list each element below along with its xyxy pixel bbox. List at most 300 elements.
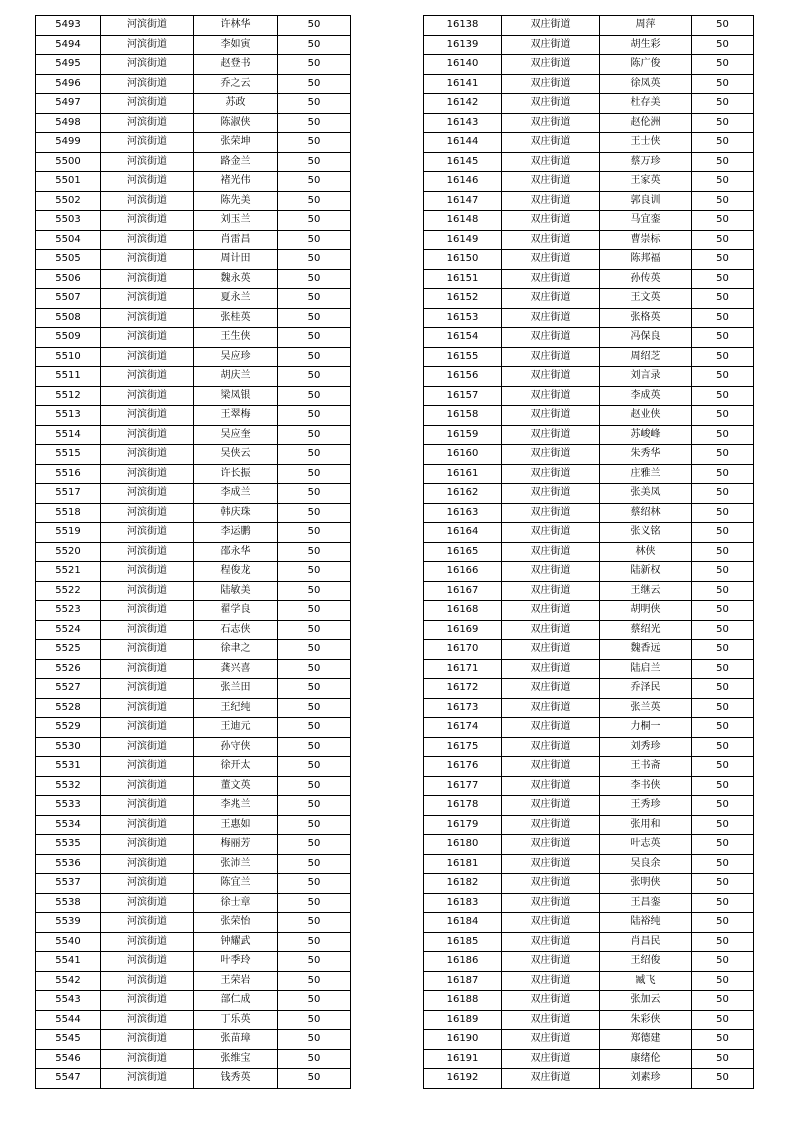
- amount-cell: 50: [278, 913, 351, 933]
- street-cell: 双庄街道: [502, 620, 600, 640]
- person-name-cell: 张兰田: [194, 679, 278, 699]
- person-name-cell: 王荣岩: [194, 971, 278, 991]
- serial-number-cell: 16180: [424, 835, 502, 855]
- person-name-cell: 孙传英: [600, 269, 692, 289]
- serial-number-cell: 16163: [424, 503, 502, 523]
- street-cell: 双庄街道: [502, 815, 600, 835]
- person-name-cell: 力桐一: [600, 718, 692, 738]
- street-cell: 河滨街道: [101, 913, 194, 933]
- amount-cell: 50: [278, 620, 351, 640]
- amount-cell: 50: [278, 503, 351, 523]
- serial-number-cell: 5530: [36, 737, 101, 757]
- amount-cell: 50: [278, 1010, 351, 1030]
- serial-number-cell: 5520: [36, 542, 101, 562]
- table-row: [424, 601, 754, 621]
- street-cell: 河滨街道: [101, 113, 194, 133]
- person-name-cell: 王昌銮: [600, 893, 692, 913]
- serial-number-cell: 16151: [424, 269, 502, 289]
- street-cell: 双庄街道: [502, 269, 600, 289]
- serial-number-cell: 5537: [36, 874, 101, 894]
- person-name-cell: 徐士章: [194, 893, 278, 913]
- street-cell: 双庄街道: [502, 991, 600, 1011]
- amount-cell: 50: [278, 679, 351, 699]
- table-row: [36, 425, 351, 445]
- amount-cell: 50: [278, 854, 351, 874]
- amount-cell: 50: [278, 211, 351, 231]
- street-cell: 双庄街道: [502, 835, 600, 855]
- amount-cell: 50: [692, 503, 754, 523]
- street-cell: 河滨街道: [101, 250, 194, 270]
- table-row: [424, 289, 754, 309]
- street-cell: 双庄街道: [502, 191, 600, 211]
- person-name-cell: 蔡绍林: [600, 503, 692, 523]
- person-name-cell: 周萍: [600, 16, 692, 36]
- table-row: [424, 152, 754, 172]
- table-row: [424, 425, 754, 445]
- serial-number-cell: 5493: [36, 16, 101, 36]
- street-cell: 河滨街道: [101, 796, 194, 816]
- street-cell: 河滨街道: [101, 932, 194, 952]
- street-cell: 双庄街道: [502, 347, 600, 367]
- person-name-cell: 张美凤: [600, 484, 692, 504]
- amount-cell: 50: [278, 250, 351, 270]
- table-row: [36, 932, 351, 952]
- table-row: [36, 386, 351, 406]
- table-row: [424, 503, 754, 523]
- person-name-cell: 王秀珍: [600, 796, 692, 816]
- amount-cell: 50: [692, 211, 754, 231]
- amount-cell: 50: [278, 659, 351, 679]
- table-row: [424, 113, 754, 133]
- person-name-cell: 王士侠: [600, 133, 692, 153]
- street-cell: 河滨街道: [101, 484, 194, 504]
- amount-cell: 50: [278, 484, 351, 504]
- person-name-cell: 李成英: [600, 386, 692, 406]
- amount-cell: 50: [692, 952, 754, 972]
- amount-cell: 50: [278, 464, 351, 484]
- person-name-cell: 吴侠云: [194, 445, 278, 465]
- serial-number-cell: 16183: [424, 893, 502, 913]
- person-name-cell: 魏香远: [600, 640, 692, 660]
- serial-number-cell: 5495: [36, 55, 101, 75]
- serial-number-cell: 16185: [424, 932, 502, 952]
- amount-cell: 50: [278, 172, 351, 192]
- street-cell: 双庄街道: [502, 952, 600, 972]
- street-cell: 双庄街道: [502, 698, 600, 718]
- street-cell: 河滨街道: [101, 542, 194, 562]
- table-row: [424, 386, 754, 406]
- street-cell: 双庄街道: [502, 113, 600, 133]
- serial-number-cell: 16143: [424, 113, 502, 133]
- table-row: [36, 230, 351, 250]
- person-name-cell: 张桂英: [194, 308, 278, 328]
- serial-number-cell: 5522: [36, 581, 101, 601]
- amount-cell: 50: [278, 347, 351, 367]
- person-name-cell: 冯保良: [600, 328, 692, 348]
- street-cell: 河滨街道: [101, 991, 194, 1011]
- amount-cell: 50: [692, 269, 754, 289]
- street-cell: 河滨街道: [101, 620, 194, 640]
- table-row: [36, 250, 351, 270]
- table-row: [424, 406, 754, 426]
- amount-cell: 50: [692, 601, 754, 621]
- person-name-cell: 林侠: [600, 542, 692, 562]
- person-name-cell: 陈广俊: [600, 55, 692, 75]
- serial-number-cell: 16158: [424, 406, 502, 426]
- table-row: [36, 211, 351, 231]
- person-name-cell: 赵伦洲: [600, 113, 692, 133]
- amount-cell: 50: [692, 191, 754, 211]
- street-cell: 河滨街道: [101, 406, 194, 426]
- amount-cell: 50: [692, 386, 754, 406]
- street-cell: 河滨街道: [101, 133, 194, 153]
- table-row: [36, 35, 351, 55]
- person-name-cell: 龚兴喜: [194, 659, 278, 679]
- person-name-cell: 曹崇标: [600, 230, 692, 250]
- amount-cell: 50: [692, 542, 754, 562]
- table-row: [36, 289, 351, 309]
- street-cell: 双庄街道: [502, 601, 600, 621]
- street-cell: 双庄街道: [502, 386, 600, 406]
- table-row: [36, 913, 351, 933]
- street-cell: 双庄街道: [502, 367, 600, 387]
- serial-number-cell: 5547: [36, 1069, 101, 1089]
- table-row: [424, 952, 754, 972]
- serial-number-cell: 5503: [36, 211, 101, 231]
- serial-number-cell: 5498: [36, 113, 101, 133]
- person-name-cell: 张明侠: [600, 874, 692, 894]
- street-cell: 双庄街道: [502, 640, 600, 660]
- table-row: [424, 269, 754, 289]
- serial-number-cell: 16182: [424, 874, 502, 894]
- serial-number-cell: 16177: [424, 776, 502, 796]
- table-row: [36, 542, 351, 562]
- amount-cell: 50: [692, 308, 754, 328]
- street-cell: 双庄街道: [502, 152, 600, 172]
- serial-number-cell: 16156: [424, 367, 502, 387]
- serial-number-cell: 16190: [424, 1030, 502, 1050]
- serial-number-cell: 16179: [424, 815, 502, 835]
- person-name-cell: 周绍芝: [600, 347, 692, 367]
- amount-cell: 50: [278, 289, 351, 309]
- street-cell: 双庄街道: [502, 328, 600, 348]
- person-name-cell: 臧飞: [600, 971, 692, 991]
- serial-number-cell: 16173: [424, 698, 502, 718]
- amount-cell: 50: [278, 386, 351, 406]
- right-roster-table: [423, 15, 754, 1089]
- person-name-cell: 张兰英: [600, 698, 692, 718]
- table-row: [424, 757, 754, 777]
- person-name-cell: 胡庆兰: [194, 367, 278, 387]
- street-cell: 双庄街道: [502, 523, 600, 543]
- person-name-cell: 张格英: [600, 308, 692, 328]
- serial-number-cell: 16155: [424, 347, 502, 367]
- serial-number-cell: 5496: [36, 74, 101, 94]
- person-name-cell: 李成兰: [194, 484, 278, 504]
- serial-number-cell: 16188: [424, 991, 502, 1011]
- serial-number-cell: 16150: [424, 250, 502, 270]
- amount-cell: 50: [278, 308, 351, 328]
- street-cell: 双庄街道: [502, 542, 600, 562]
- table-row: [36, 367, 351, 387]
- amount-cell: 50: [278, 133, 351, 153]
- serial-number-cell: 5546: [36, 1049, 101, 1069]
- serial-number-cell: 16184: [424, 913, 502, 933]
- amount-cell: 50: [692, 679, 754, 699]
- table-row: [36, 601, 351, 621]
- serial-number-cell: 16148: [424, 211, 502, 231]
- street-cell: 河滨街道: [101, 1049, 194, 1069]
- person-name-cell: 刘素珍: [600, 1069, 692, 1089]
- amount-cell: 50: [278, 16, 351, 36]
- person-name-cell: 赵业侠: [600, 406, 692, 426]
- street-cell: 河滨街道: [101, 289, 194, 309]
- serial-number-cell: 5535: [36, 835, 101, 855]
- person-name-cell: 魏永英: [194, 269, 278, 289]
- serial-number-cell: 16165: [424, 542, 502, 562]
- amount-cell: 50: [692, 1010, 754, 1030]
- street-cell: 河滨街道: [101, 55, 194, 75]
- street-cell: 双庄街道: [502, 893, 600, 913]
- amount-cell: 50: [278, 74, 351, 94]
- person-name-cell: 丁乐英: [194, 1010, 278, 1030]
- street-cell: 河滨街道: [101, 367, 194, 387]
- amount-cell: 50: [278, 971, 351, 991]
- amount-cell: 50: [278, 230, 351, 250]
- table-row: [424, 718, 754, 738]
- table-row: [36, 503, 351, 523]
- person-name-cell: 程俊龙: [194, 562, 278, 582]
- table-row: [36, 16, 351, 36]
- street-cell: 河滨街道: [101, 1010, 194, 1030]
- serial-number-cell: 16146: [424, 172, 502, 192]
- street-cell: 河滨街道: [101, 347, 194, 367]
- serial-number-cell: 16189: [424, 1010, 502, 1030]
- serial-number-cell: 16181: [424, 854, 502, 874]
- person-name-cell: 李书侠: [600, 776, 692, 796]
- person-name-cell: 陈先美: [194, 191, 278, 211]
- serial-number-cell: 5508: [36, 308, 101, 328]
- person-name-cell: 肖昌民: [600, 932, 692, 952]
- person-name-cell: 蔡万珍: [600, 152, 692, 172]
- street-cell: 双庄街道: [502, 308, 600, 328]
- serial-number-cell: 5533: [36, 796, 101, 816]
- person-name-cell: 徐凤英: [600, 74, 692, 94]
- serial-number-cell: 5507: [36, 289, 101, 309]
- amount-cell: 50: [278, 1030, 351, 1050]
- serial-number-cell: 5516: [36, 464, 101, 484]
- serial-number-cell: 16169: [424, 620, 502, 640]
- table-row: [36, 620, 351, 640]
- serial-number-cell: 5531: [36, 757, 101, 777]
- person-name-cell: 朱秀华: [600, 445, 692, 465]
- street-cell: 双庄街道: [502, 562, 600, 582]
- person-name-cell: 王迪元: [194, 718, 278, 738]
- table-row: [424, 250, 754, 270]
- table-row: [36, 679, 351, 699]
- person-name-cell: 部仁成: [194, 991, 278, 1011]
- table-row: [36, 1049, 351, 1069]
- amount-cell: 50: [692, 757, 754, 777]
- table-row: [36, 55, 351, 75]
- person-name-cell: 叶志英: [600, 835, 692, 855]
- table-row: [424, 211, 754, 231]
- amount-cell: 50: [692, 932, 754, 952]
- serial-number-cell: 5543: [36, 991, 101, 1011]
- serial-number-cell: 5517: [36, 484, 101, 504]
- person-name-cell: 苏政: [194, 94, 278, 114]
- person-name-cell: 陆敏美: [194, 581, 278, 601]
- street-cell: 双庄街道: [502, 16, 600, 36]
- serial-number-cell: 16172: [424, 679, 502, 699]
- person-name-cell: 蔡绍光: [600, 620, 692, 640]
- person-name-cell: 乔之云: [194, 74, 278, 94]
- amount-cell: 50: [278, 406, 351, 426]
- amount-cell: 50: [692, 698, 754, 718]
- street-cell: 河滨街道: [101, 971, 194, 991]
- person-name-cell: 张用和: [600, 815, 692, 835]
- serial-number-cell: 16160: [424, 445, 502, 465]
- amount-cell: 50: [692, 425, 754, 445]
- amount-cell: 50: [692, 484, 754, 504]
- table-row: [36, 718, 351, 738]
- table-row: [424, 971, 754, 991]
- serial-number-cell: 5510: [36, 347, 101, 367]
- person-name-cell: 王书斋: [600, 757, 692, 777]
- table-row: [36, 484, 351, 504]
- table-row: [36, 74, 351, 94]
- table-row: [36, 308, 351, 328]
- person-name-cell: 王继云: [600, 581, 692, 601]
- amount-cell: 50: [278, 542, 351, 562]
- table-row: [36, 991, 351, 1011]
- street-cell: 双庄街道: [502, 406, 600, 426]
- serial-number-cell: 5518: [36, 503, 101, 523]
- amount-cell: 50: [692, 796, 754, 816]
- serial-number-cell: 5541: [36, 952, 101, 972]
- table-row: [36, 133, 351, 153]
- street-cell: 双庄街道: [502, 211, 600, 231]
- table-row: [36, 172, 351, 192]
- street-cell: 河滨街道: [101, 269, 194, 289]
- serial-number-cell: 5497: [36, 94, 101, 114]
- serial-number-cell: 16167: [424, 581, 502, 601]
- table-row: [36, 971, 351, 991]
- amount-cell: 50: [692, 1030, 754, 1050]
- serial-number-cell: 5540: [36, 932, 101, 952]
- street-cell: 河滨街道: [101, 640, 194, 660]
- table-row: [424, 991, 754, 1011]
- table-row: [424, 835, 754, 855]
- person-name-cell: 王绍俊: [600, 952, 692, 972]
- table-row: [424, 874, 754, 894]
- street-cell: 河滨街道: [101, 737, 194, 757]
- table-row: [36, 581, 351, 601]
- street-cell: 双庄街道: [502, 874, 600, 894]
- street-cell: 双庄街道: [502, 1030, 600, 1050]
- person-name-cell: 刘秀珍: [600, 737, 692, 757]
- amount-cell: 50: [278, 601, 351, 621]
- amount-cell: 50: [692, 971, 754, 991]
- table-row: [424, 74, 754, 94]
- amount-cell: 50: [692, 718, 754, 738]
- amount-cell: 50: [692, 464, 754, 484]
- table-row: [424, 367, 754, 387]
- person-name-cell: 张义铭: [600, 523, 692, 543]
- table-row: [424, 698, 754, 718]
- street-cell: 河滨街道: [101, 503, 194, 523]
- person-name-cell: 徐聿之: [194, 640, 278, 660]
- street-cell: 河滨街道: [101, 815, 194, 835]
- table-row: [36, 659, 351, 679]
- street-cell: 河滨街道: [101, 191, 194, 211]
- street-cell: 河滨街道: [101, 659, 194, 679]
- serial-number-cell: 16154: [424, 328, 502, 348]
- table-row: [424, 679, 754, 699]
- serial-number-cell: 5527: [36, 679, 101, 699]
- serial-number-cell: 5502: [36, 191, 101, 211]
- table-row: [36, 640, 351, 660]
- person-name-cell: 陈邦福: [600, 250, 692, 270]
- person-name-cell: 张荣坤: [194, 133, 278, 153]
- table-row: [36, 406, 351, 426]
- table-row: [424, 1010, 754, 1030]
- amount-cell: 50: [278, 152, 351, 172]
- person-name-cell: 陈宜兰: [194, 874, 278, 894]
- serial-number-cell: 5536: [36, 854, 101, 874]
- amount-cell: 50: [278, 737, 351, 757]
- amount-cell: 50: [278, 55, 351, 75]
- street-cell: 双庄街道: [502, 1010, 600, 1030]
- person-name-cell: 刘玉兰: [194, 211, 278, 231]
- street-cell: 河滨街道: [101, 718, 194, 738]
- table-row: [36, 562, 351, 582]
- person-name-cell: 许长振: [194, 464, 278, 484]
- street-cell: 双庄街道: [502, 464, 600, 484]
- serial-number-cell: 16171: [424, 659, 502, 679]
- serial-number-cell: 16157: [424, 386, 502, 406]
- street-cell: 双庄街道: [502, 503, 600, 523]
- table-row: [36, 854, 351, 874]
- table-row: [424, 815, 754, 835]
- person-name-cell: 李如寅: [194, 35, 278, 55]
- street-cell: 河滨街道: [101, 698, 194, 718]
- table-row: [424, 133, 754, 153]
- table-row: [36, 269, 351, 289]
- street-cell: 河滨街道: [101, 1030, 194, 1050]
- street-cell: 河滨街道: [101, 952, 194, 972]
- serial-number-cell: 5514: [36, 425, 101, 445]
- person-name-cell: 孙守侠: [194, 737, 278, 757]
- street-cell: 双庄街道: [502, 581, 600, 601]
- table-row: [424, 640, 754, 660]
- street-cell: 双庄街道: [502, 484, 600, 504]
- serial-number-cell: 16176: [424, 757, 502, 777]
- serial-number-cell: 16145: [424, 152, 502, 172]
- amount-cell: 50: [692, 74, 754, 94]
- serial-number-cell: 16187: [424, 971, 502, 991]
- street-cell: 双庄街道: [502, 230, 600, 250]
- serial-number-cell: 5504: [36, 230, 101, 250]
- amount-cell: 50: [278, 1069, 351, 1089]
- table-row: [424, 620, 754, 640]
- serial-number-cell: 16138: [424, 16, 502, 36]
- serial-number-cell: 16191: [424, 1049, 502, 1069]
- person-name-cell: 褚光伟: [194, 172, 278, 192]
- street-cell: 河滨街道: [101, 35, 194, 55]
- table-row: [424, 562, 754, 582]
- table-row: [36, 1069, 351, 1089]
